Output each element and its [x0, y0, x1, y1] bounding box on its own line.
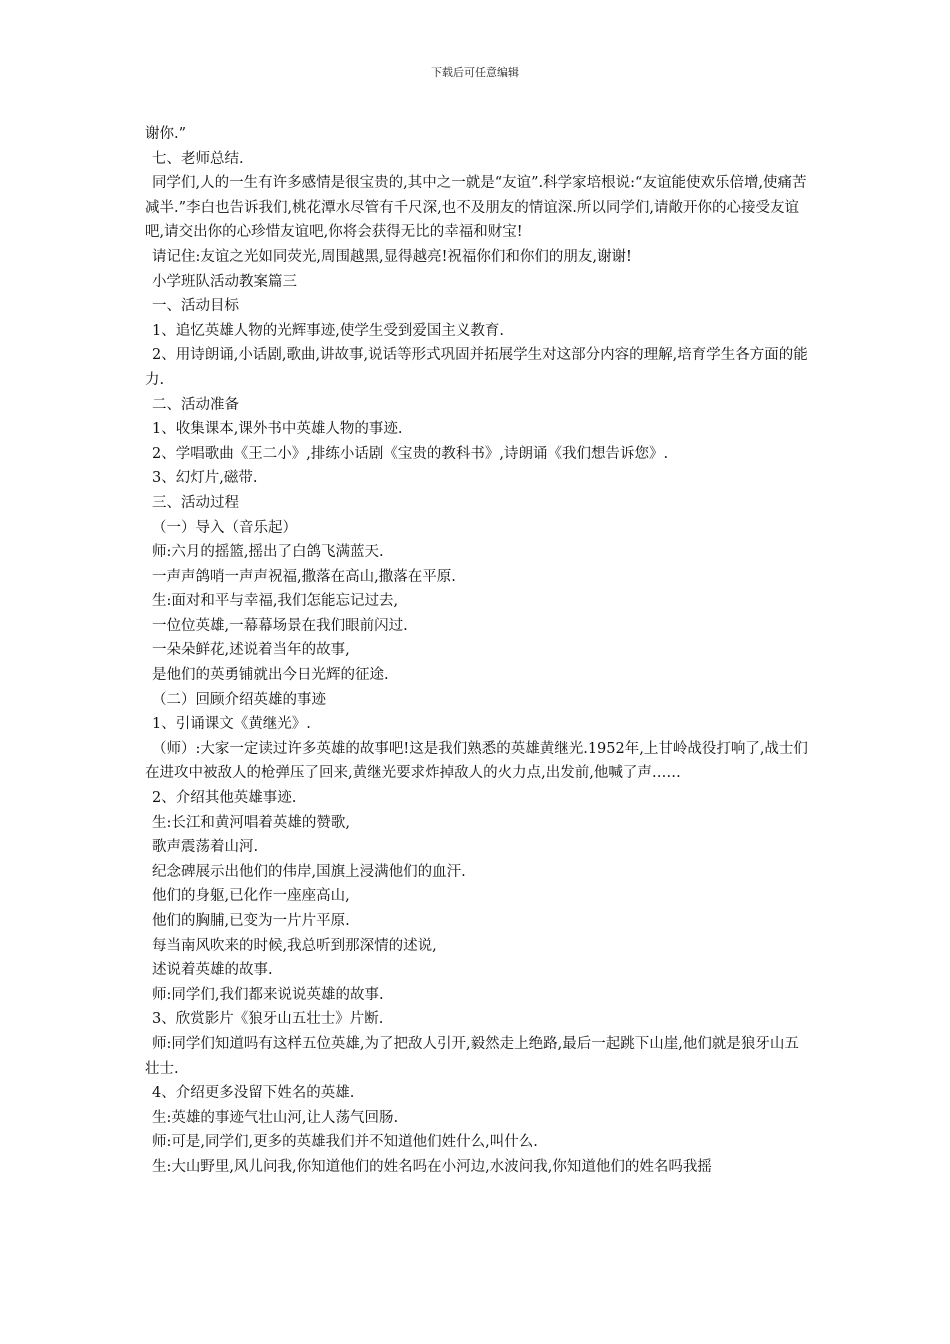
paragraph-16: 生:面对和平与幸福,我们怎能忘记过去, — [152, 593, 399, 610]
paragraph-0: 谢你.” — [145, 126, 187, 142]
paragraph-5: 一、活动目标 — [152, 298, 239, 315]
paragraph-37: 生:大山野里,风儿问我,你知道他们的姓名吗在小河边,水波问我,你知道他们的姓名吗我摇 — [152, 1158, 712, 1175]
paragraph-3: 请记住:友谊之光如同荧光,周围越黑,显得越亮!祝福你们和你们的朋友,谢谢! — [152, 248, 632, 265]
paragraph-36: 师:可是,同学们,更多的英雄我们并不知道他们姓什么,叫什么. — [152, 1134, 538, 1151]
paragraph-26: 纪念碑展示出他们的伟岸,国旗上浸满他们的血汗. — [152, 863, 466, 880]
paragraph-10: 2、学唱歌曲《王二小》,排练小话剧《宝贵的教科书》,诗朗诵《我们想告诉您》. — [152, 445, 669, 462]
paragraph-8: 二、活动准备 — [152, 396, 239, 413]
paragraph-7: 2、用诗朗诵,小话剧,歌曲,讲故事,说话等形式巩固并拓展学生对这部分内容的理解,培育学生各方面的能力. — [145, 347, 808, 388]
paragraph-33: 师:同学们知道吗有这样五位英雄,为了把敌人引开,毅然走上绝路,最后一起跳下山崖,他们就是狼牙山五壮士. — [145, 1035, 799, 1077]
paragraph-24: 生:长江和黄河唱着英雄的赞歌, — [152, 814, 350, 831]
paragraph-22: （师）:大家一定读过许多英雄的故事吧!这是我们熟悉的英雄黄继光.1952年,上甘岭战役打响了,战士们在进攻中被敌人的枪弹压了回来,黄继光要求炸掉敌人的火力点,出发前,他喊了声…… — [145, 740, 808, 782]
paragraph-4: 小学班队活动教案篇三 — [152, 273, 297, 290]
paragraph-15: 一声声鸽哨一声声祝福,撒落在高山,撒落在平原. — [152, 568, 456, 585]
paragraph-9: 1、收集课本,课外书中英雄人物的事迹. — [152, 421, 403, 438]
paragraph-2: 同学们,人的一生有许多感情是很宝贵的,其中之一就是“友谊”.科学家培根说:“友谊能使欢乐倍增,使痛苦减半.”李白也告诉我们,桃花潭水尽管有千尺深,也不及朋友的情谊深.所以同学们,请敞开你的心接受友谊吧,请交出你的心珍惜友谊吧,你将会获得无比的幸福和财宝! — [145, 175, 807, 241]
paragraph-14: 师:六月的摇篮,摇出了白鸽飞满蓝天. — [152, 544, 384, 561]
paragraph-21: 1、引诵课文《黄继光》. — [152, 716, 311, 733]
paragraph-34: 4、介绍更多没留下姓名的英雄. — [152, 1085, 355, 1102]
paragraph-6: 1、追忆英雄人物的光辉事迹,使学生受到爱国主义教育. — [152, 322, 504, 339]
paragraph-35: 生:英雄的事迹气壮山河,让人荡气回肠. — [152, 1109, 399, 1126]
paragraph-20: （二）回顾介绍英雄的事迹 — [152, 691, 326, 708]
paragraph-13: （一）导入（音乐起） — [152, 519, 297, 536]
paragraph-11: 3、幻灯片,磁带. — [152, 470, 258, 487]
paragraph-27: 他们的身躯,已化作一座座高山, — [152, 888, 350, 905]
document-body — [145, 122, 808, 1180]
paragraph-19: 是他们的英勇铺就出今日光辉的征途. — [152, 667, 389, 684]
paragraph-30: 述说着英雄的故事. — [152, 962, 273, 979]
paragraph-17: 一位位英雄,一幕幕场景在我们眼前闪过. — [152, 617, 408, 634]
page-header: 下载后可任意编辑 — [431, 66, 519, 79]
paragraph-31: 师:同学们,我们都来说说英雄的故事. — [152, 986, 384, 1003]
paragraph-1: 七、老师总结. — [152, 150, 244, 167]
paragraph-25: 歌声震荡着山河. — [152, 839, 259, 856]
paragraph-32: 3、欣赏影片《狼牙山五壮士》片断. — [152, 1011, 384, 1028]
paragraph-12: 三、活动过程 — [152, 494, 239, 511]
paragraph-28: 他们的胸脯,已变为一片片平原. — [152, 913, 350, 929]
paragraph-18: 一朵朵鲜花,述说着当年的故事, — [152, 642, 350, 659]
paragraph-23: 2、介绍其他英雄事迹. — [152, 790, 297, 807]
paragraph-29: 每当南风吹来的时候,我总听到那深情的述说, — [152, 937, 437, 954]
